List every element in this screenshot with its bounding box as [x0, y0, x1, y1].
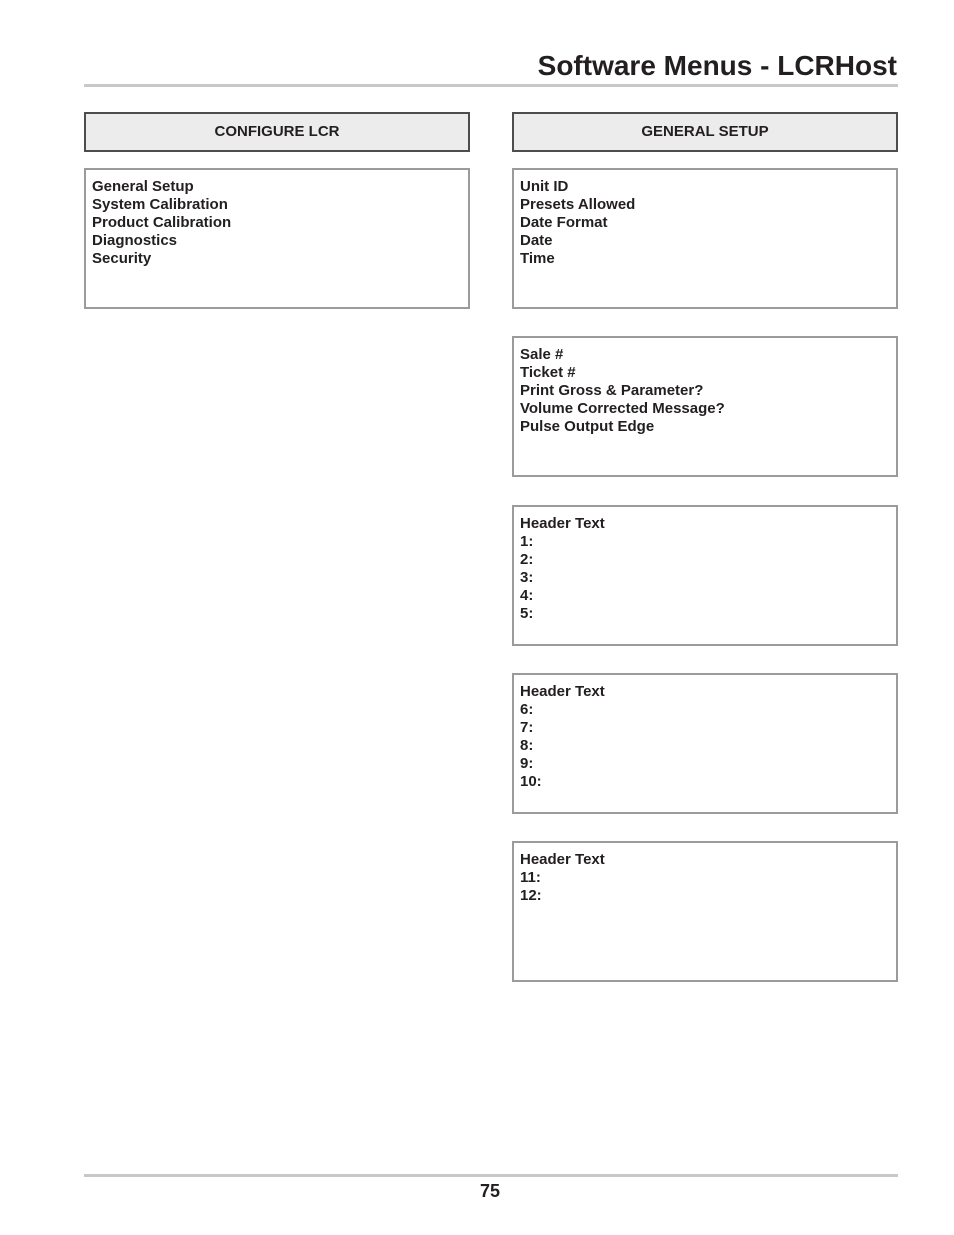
screen-line: Unit ID — [520, 178, 569, 195]
page-number: 75 — [479, 1181, 501, 1201]
general-setup-screen-3 — [512, 505, 898, 646]
general-setup-screen-1 — [512, 168, 898, 309]
general-setup-screen-5 — [512, 841, 898, 982]
screen-line: 7: — [520, 719, 534, 736]
screen-line: Header Text — [520, 515, 605, 532]
screen-line: Ticket # — [520, 364, 576, 381]
screen-line: Header Text — [520, 851, 605, 868]
screen-line: 6: — [520, 701, 534, 718]
screen-line: Volume Corrected Message? — [520, 400, 725, 417]
configure-lcr-menu — [84, 168, 470, 309]
screen-line: 1: — [520, 533, 534, 550]
general-setup-header — [512, 112, 898, 152]
configure-lcr-header — [84, 112, 470, 152]
screen-line: Sale # — [520, 346, 564, 363]
screen-line: 11: — [520, 869, 541, 886]
screen-line: 4: — [520, 587, 534, 604]
screen-line: 12: — [520, 887, 542, 904]
menu-item-product-calibration: Product Calibration — [92, 214, 232, 231]
footer-rule — [84, 1174, 898, 1177]
screen-line: 10: — [520, 773, 542, 790]
general-setup-header-label: GENERAL SETUP — [641, 123, 769, 140]
screen-line: Date — [520, 232, 553, 249]
screen-line: Pulse Output Edge — [520, 418, 655, 435]
screen-line: 9: — [520, 755, 534, 772]
screen-line: Header Text — [520, 683, 605, 700]
screen-line: 2: — [520, 551, 534, 568]
menu-item-system-calibration: System Calibration — [92, 196, 228, 213]
screen-line: 5: — [520, 605, 534, 622]
menu-item-security: Security — [92, 250, 152, 267]
screen-line: Date Format — [520, 214, 608, 231]
header-rule — [84, 84, 898, 87]
menu-item-general-setup: General Setup — [92, 178, 194, 195]
general-setup-screen-2 — [512, 336, 898, 477]
screen-line: 8: — [520, 737, 534, 754]
configure-lcr-header-label: CONFIGURE LCR — [214, 123, 340, 140]
screen-line: Time — [520, 250, 555, 267]
page-title: Software Menus - LCRHost — [537, 50, 897, 81]
screen-line: 3: — [520, 569, 534, 586]
screen-line: Print Gross & Parameter? — [520, 382, 704, 399]
screen-line: Presets Allowed — [520, 196, 636, 213]
general-setup-screen-4 — [512, 673, 898, 814]
menu-item-diagnostics: Diagnostics — [92, 232, 178, 249]
